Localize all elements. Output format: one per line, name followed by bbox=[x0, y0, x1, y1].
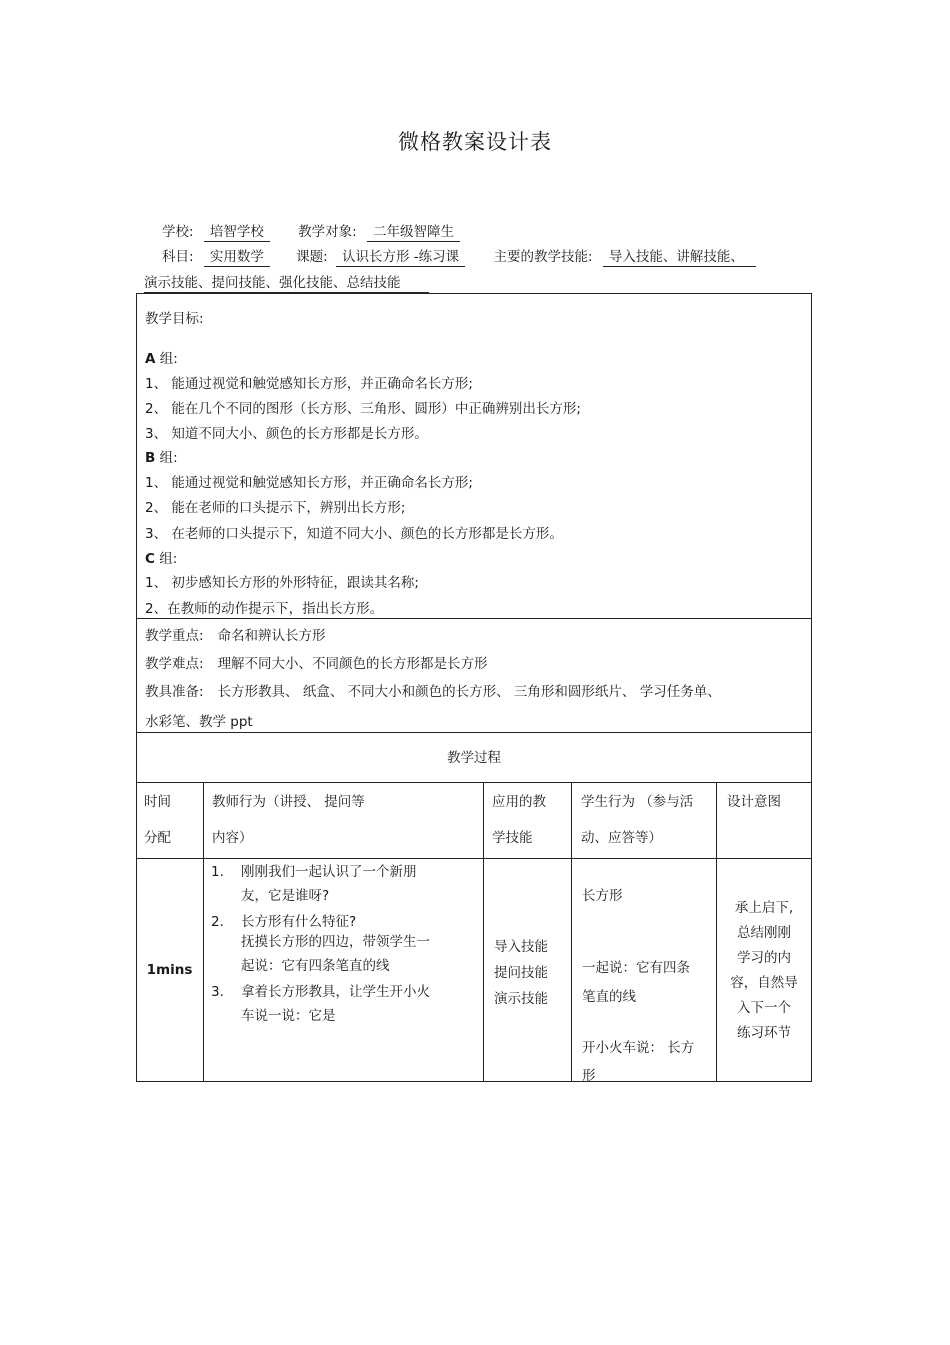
intent-line-4: 容，自然导 bbox=[730, 975, 798, 991]
header-student bbox=[581, 784, 693, 856]
teacher-action-3-line1: 拿着长方形教具，让学生开小火 bbox=[241, 984, 430, 1000]
teacher-action-3-line2: 车说一说：它是 bbox=[241, 1008, 336, 1024]
process-heading: 教学过程 bbox=[136, 732, 812, 783]
goals-heading: 教学目标: bbox=[145, 311, 204, 327]
difficulty-value: 理解不同大小、不同颜色的长方形都是长方形 bbox=[217, 656, 488, 672]
table-header-divider bbox=[136, 858, 812, 859]
header-time-line2: 分配 bbox=[144, 830, 171, 846]
header-student-line1: 学生行为 （参与活 bbox=[581, 794, 694, 810]
teacher-action-2-num: 2. bbox=[211, 914, 224, 930]
skills-value-1: 导入技能、讲解技能、 bbox=[603, 245, 756, 267]
header-skill bbox=[492, 784, 546, 856]
teacher-action-1-num: 1. bbox=[211, 864, 224, 880]
intent-line-5: 入下一个 bbox=[737, 1000, 791, 1016]
student-line-4: 开小火车说： 长方 bbox=[582, 1040, 695, 1056]
teacher-actions-list bbox=[211, 866, 471, 1030]
teacher-action-1-line2: 友，它是谁呀? bbox=[241, 888, 330, 904]
intent-line-6: 练习环节 bbox=[737, 1025, 791, 1041]
target-label: 教学对象: bbox=[298, 224, 357, 240]
teacher-action-3 bbox=[211, 980, 471, 1028]
subject-label: 科目: bbox=[162, 249, 194, 265]
group-c-letter: C bbox=[145, 551, 155, 567]
goal-a-1: 1、 能通过视觉和触觉感知长方形，并正确命名长方形; bbox=[145, 376, 473, 392]
teacher-action-2 bbox=[211, 910, 471, 978]
focus-value: 命名和辨认长方形 bbox=[217, 628, 326, 644]
group-c-heading bbox=[145, 547, 177, 567]
skill-2: 提问技能 bbox=[494, 965, 548, 981]
materials-label: 教具准备: bbox=[145, 684, 204, 700]
row-time: 1mins bbox=[146, 962, 193, 978]
header-skill-line1: 应用的教 bbox=[492, 794, 546, 810]
header-teacher-line2: 内容） bbox=[212, 830, 253, 846]
group-b-letter: B bbox=[145, 450, 156, 466]
table-border-right bbox=[811, 782, 812, 1082]
target-value: 二年级智障生 bbox=[367, 220, 460, 242]
group-b-suffix: 组: bbox=[155, 450, 178, 466]
intent-line-2: 总结刚刚 bbox=[737, 925, 791, 941]
goal-b-2: 2、 能在老师的口头提示下，辨别出长方形; bbox=[145, 500, 406, 516]
header-teacher bbox=[212, 784, 365, 856]
goals-section bbox=[136, 293, 812, 619]
goal-b-3: 3、 在老师的口头提示下，知道不同大小、颜色的长方形都是长方形。 bbox=[145, 526, 563, 542]
topic-value: 认识长方形 -练习课 bbox=[336, 245, 465, 267]
student-line-1: 长方形 bbox=[582, 888, 623, 904]
student-line-3: 笔直的线 bbox=[582, 989, 636, 1005]
goal-c-2: 2、在教师的动作提示下，指出长方形。 bbox=[145, 601, 384, 617]
group-a-heading bbox=[145, 347, 178, 367]
page-title: 微格教案设计表 bbox=[398, 130, 552, 154]
skills-list bbox=[494, 934, 548, 1012]
header-time-line1: 时间 bbox=[144, 794, 171, 810]
skills-value-2: 演示技能、提问技能、强化技能、总结技能 bbox=[144, 271, 429, 293]
header-intent: 设计意图 bbox=[727, 794, 781, 810]
focus-line bbox=[145, 624, 326, 644]
goal-a-3: 3、 知道不同大小、颜色的长方形都是长方形。 bbox=[145, 426, 428, 442]
skill-3: 演示技能 bbox=[494, 991, 548, 1007]
teacher-action-2-line1: 长方形有什么特征? bbox=[241, 914, 357, 930]
teacher-action-1-line1: 刚刚我们一起认识了一个新朋 bbox=[241, 864, 417, 880]
design-intent bbox=[717, 896, 811, 1046]
materials-value-2: 水彩笔、教学 ppt bbox=[145, 714, 253, 730]
process-table bbox=[136, 782, 812, 1082]
topic-label: 课题: bbox=[296, 249, 328, 265]
skills-label: 主要的教学技能: bbox=[493, 249, 593, 265]
teacher-action-2-line2: 抚摸长方形的四边，带领学生一 bbox=[241, 934, 430, 950]
focus-label: 教学重点: bbox=[145, 628, 204, 644]
teacher-action-3-num: 3. bbox=[211, 984, 224, 1000]
teacher-action-1 bbox=[211, 860, 471, 908]
group-b-heading bbox=[145, 446, 178, 466]
intent-line-1: 承上启下, bbox=[734, 900, 794, 916]
skill-1: 导入技能 bbox=[494, 939, 548, 955]
info-row-skills-cont bbox=[144, 271, 429, 293]
intent-line-3: 学习的内 bbox=[737, 950, 791, 966]
school-label: 学校: bbox=[162, 224, 194, 240]
group-a-suffix: 组: bbox=[155, 351, 178, 367]
table-border-top bbox=[136, 782, 812, 783]
subject-value: 实用数学 bbox=[204, 245, 270, 267]
materials-line bbox=[145, 680, 721, 700]
goal-a-2: 2、 能在几个不同的图形（长方形、三角形、圆形）中正确辨别出长方形; bbox=[145, 401, 581, 417]
info-row-subject bbox=[144, 245, 756, 267]
col-divider-1 bbox=[203, 782, 204, 1082]
student-actions bbox=[582, 884, 712, 1084]
difficulty-line bbox=[145, 652, 488, 672]
keypoints-section bbox=[136, 618, 812, 733]
group-a-letter: A bbox=[145, 351, 156, 367]
col-divider-3 bbox=[571, 782, 572, 1082]
header-time bbox=[144, 784, 171, 856]
header-student-line2: 动、应答等） bbox=[581, 830, 662, 846]
difficulty-label: 教学难点: bbox=[145, 656, 204, 672]
student-line-2: 一起说：它有四条 bbox=[582, 960, 690, 976]
student-line-5: 形 bbox=[582, 1068, 596, 1084]
header-skill-line2: 学技能 bbox=[492, 830, 533, 846]
header-teacher-line1: 教师行为（讲授、 提问等 bbox=[212, 794, 365, 810]
group-c-suffix: 组: bbox=[154, 551, 178, 567]
table-border-left bbox=[136, 782, 137, 1082]
teacher-action-2-line3: 起说：它有四条笔直的线 bbox=[241, 958, 390, 974]
col-divider-2 bbox=[483, 782, 484, 1082]
goal-c-1: 1、 初步感知长方形的外形特征，跟读其名称; bbox=[145, 575, 419, 591]
info-row-school bbox=[144, 220, 460, 242]
goal-b-1: 1、 能通过视觉和触觉感知长方形，并正确命名长方形; bbox=[145, 475, 473, 491]
school-value: 培智学校 bbox=[204, 220, 270, 242]
materials-value-1: 长方形教具、 纸盒、 不同大小和颜色的长方形、 三角形和圆形纸片、 学习任务单、 bbox=[217, 684, 721, 700]
